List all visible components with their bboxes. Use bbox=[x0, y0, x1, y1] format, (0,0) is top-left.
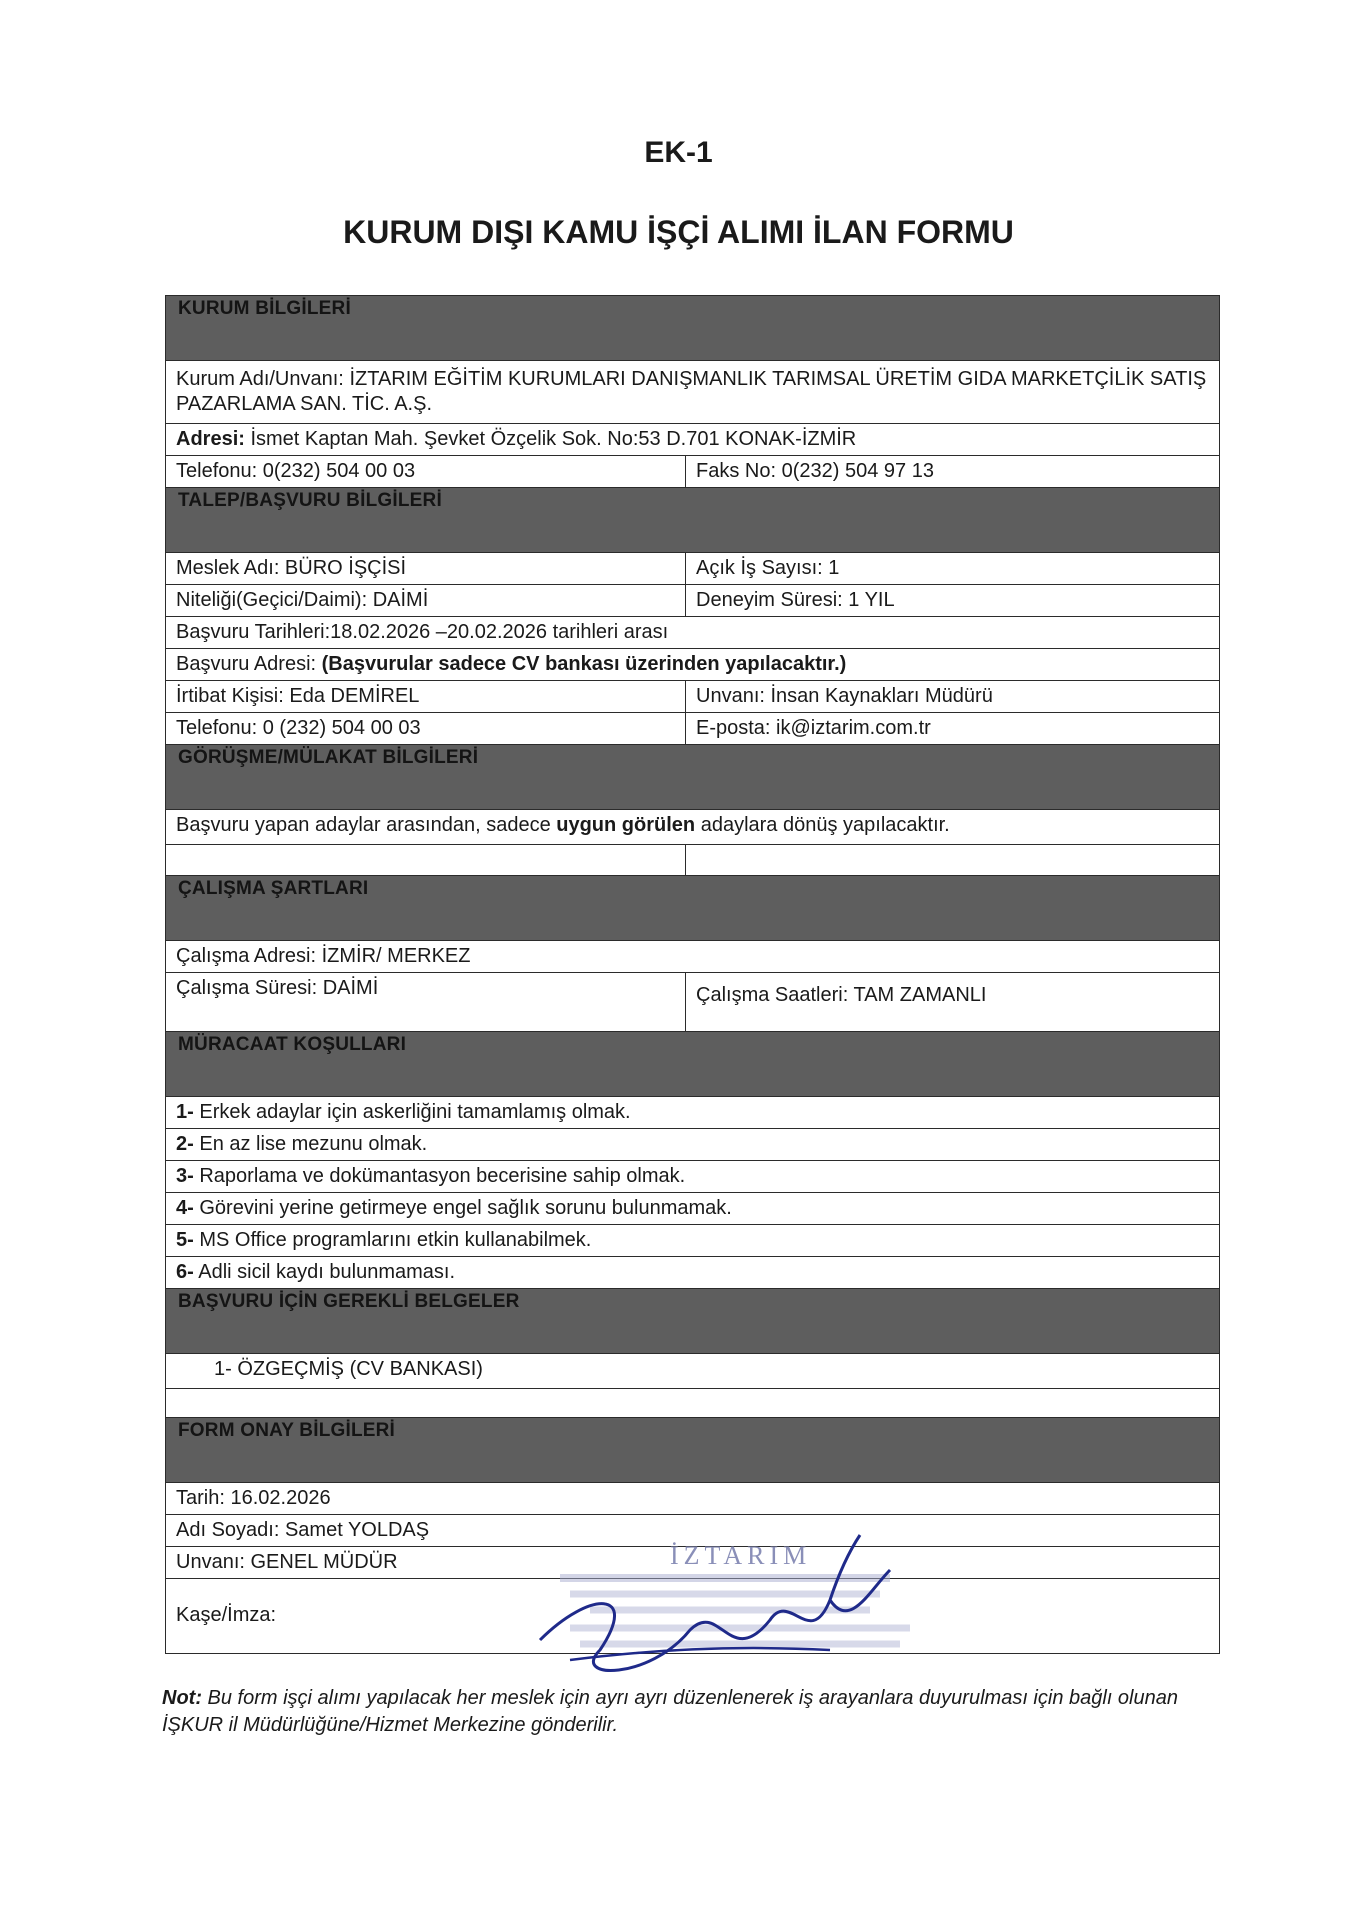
section-header-muracaat: MÜRACAAT KOŞULLARI bbox=[165, 1031, 1220, 1096]
section-header-talep: TALEP/BAŞVURU BİLGİLERİ bbox=[165, 487, 1220, 552]
belge-item: 1- ÖZGEÇMİŞ (CV BANKASI) bbox=[214, 1358, 483, 1380]
stamp-signature-image bbox=[530, 1530, 930, 1680]
talep-nitelik-row bbox=[165, 584, 1220, 616]
irtibat-kisisi: İrtibat Kişisi: Eda DEMİREL bbox=[166, 681, 686, 712]
note-label: Not: bbox=[162, 1687, 202, 1709]
document-title: KURUM DIŞI KAMU İŞÇİ ALIMI İLAN FORMU bbox=[343, 214, 1014, 250]
document-code: EK-1 bbox=[644, 136, 713, 169]
kurum-faks-value: 0(232) 504 97 13 bbox=[781, 460, 934, 482]
irtibat-telefonu: Telefonu: 0 (232) 504 00 03 bbox=[166, 713, 686, 744]
kurum-adi-value: İZTARIM EĞİTİM KURUMLARI DANIŞMANLIK TARIMSAL ÜRETİM GIDA MARKETÇİLİK SATIŞ PAZARLAMA SAN. TİC. A.Ş. bbox=[176, 368, 1207, 415]
calisma-saatleri: Çalışma Saatleri: TAM ZAMANLI bbox=[696, 984, 987, 1006]
basvuru-adresi-label: Başvuru Adresi: bbox=[176, 653, 317, 675]
gorusme-text-b: uygun görülen bbox=[556, 814, 696, 836]
kosul-row: 3- Raporlama ve dokümantasyon becerisine sahip olmak. bbox=[165, 1160, 1220, 1192]
irtibat-eposta: E-posta: ik@iztarim.com.tr bbox=[696, 717, 931, 739]
acik-is-sayisi: Açık İş Sayısı: 1 bbox=[696, 557, 840, 579]
onay-unvani: Unvanı: GENEL MÜDÜR bbox=[176, 1551, 398, 1573]
gorusme-text-a: Başvuru yapan adaylar arasından, sadece bbox=[176, 814, 557, 836]
section-header-onay: FORM ONAY BİLGİLERİ bbox=[165, 1417, 1220, 1482]
basvuru-tarihleri: Başvuru Tarihleri:18.02.2026 –20.02.2026 tarihleri arası bbox=[176, 621, 669, 643]
calisma-adres-row bbox=[165, 940, 1220, 972]
calisma-adresi: Çalışma Adresi: İZMİR/ MERKEZ bbox=[176, 945, 471, 967]
section-header-belgeler: BAŞVURU İÇİN GEREKLİ BELGELER bbox=[165, 1288, 1220, 1353]
talep-iletisim-row bbox=[165, 712, 1220, 744]
kurum-telefon-label: Telefonu: bbox=[176, 460, 258, 482]
talep-tarih-row bbox=[165, 616, 1220, 648]
talep-adres-row bbox=[165, 648, 1220, 680]
meslek-adi: Meslek Adı: BÜRO İŞÇİSİ bbox=[166, 553, 686, 584]
note-text: Bu form işçi alımı yapılacak her meslek için ayrı ayrı düzenlenerek iş arayanlara duyurulması için bağlı olunan İŞKUR il Müdürlüğüne/Hizmet Merkezine gönderilir. bbox=[162, 1687, 1178, 1736]
onay-adi-soyadi: Adı Soyadı: Samet YOLDAŞ bbox=[176, 1519, 430, 1541]
calisma-suresi: Çalışma Süresi: DAİMİ bbox=[166, 973, 686, 1031]
kurum-telefon-value: 0(232) 504 00 03 bbox=[262, 460, 416, 482]
kase-imza-label: Kaşe/İmza: bbox=[176, 1604, 277, 1626]
kurum-faks-label: Faks No: bbox=[696, 460, 777, 482]
kurum-telefon-row bbox=[165, 455, 1220, 487]
kosul-row: 1- Erkek adaylar için askerliğini tamamlamış olmak. bbox=[165, 1096, 1220, 1128]
belge-empty-row bbox=[165, 1388, 1220, 1417]
niteligi: Niteliği(Geçici/Daimi): DAİMİ bbox=[166, 585, 686, 616]
talep-meslek-row bbox=[165, 552, 1220, 584]
onay-tarih-row bbox=[165, 1482, 1220, 1514]
section-header-kurum: KURUM BİLGİLERİ bbox=[165, 295, 1220, 360]
section-header-calisma: ÇALIŞMA ŞARTLARI bbox=[165, 875, 1220, 940]
belge-row bbox=[165, 1353, 1220, 1388]
kurum-adres-row bbox=[165, 423, 1220, 455]
kosul-row: 5- MS Office programlarını etkin kullanabilmek. bbox=[165, 1224, 1220, 1256]
gorusme-row bbox=[165, 809, 1220, 844]
application-form bbox=[165, 295, 1220, 1654]
footer-note bbox=[162, 1685, 1222, 1739]
irtibat-unvani: Unvanı: İnsan Kaynakları Müdürü bbox=[696, 685, 993, 707]
kosul-row: 2- En az lise mezunu olmak. bbox=[165, 1128, 1220, 1160]
kurum-adres-value: İsmet Kaptan Mah. Şevket Özçelik Sok. No:53 D.701 KONAK-İZMİR bbox=[250, 428, 857, 450]
deneyim-suresi: Deneyim Süresi: 1 YIL bbox=[696, 589, 895, 611]
gorusme-empty-row bbox=[165, 844, 1220, 875]
kurum-adres-label: Adresi: bbox=[176, 428, 245, 450]
kosul-row: 4- Görevini yerine getirmeye engel sağlık sorunu bulunmamak. bbox=[165, 1192, 1220, 1224]
section-header-gorusme: GÖRÜŞME/MÜLAKAT BİLGİLERİ bbox=[165, 744, 1220, 809]
talep-irtibat-row bbox=[165, 680, 1220, 712]
stamp-name: İZTARIM bbox=[670, 1541, 812, 1570]
kurum-adi-row bbox=[165, 360, 1220, 423]
kosul-row: 6- Adli sicil kaydı bulunmaması. bbox=[165, 1256, 1220, 1288]
gorusme-text-c: adaylara dönüş yapılacaktır. bbox=[695, 814, 950, 836]
basvuru-adresi-value: (Başvurular sadece CV bankası üzerinden yapılacaktır.) bbox=[321, 653, 847, 675]
calisma-sure-row bbox=[165, 972, 1220, 1031]
kurum-adi-label: Kurum Adı/Unvanı: bbox=[176, 368, 344, 390]
onay-tarih: Tarih: 16.02.2026 bbox=[176, 1487, 331, 1509]
